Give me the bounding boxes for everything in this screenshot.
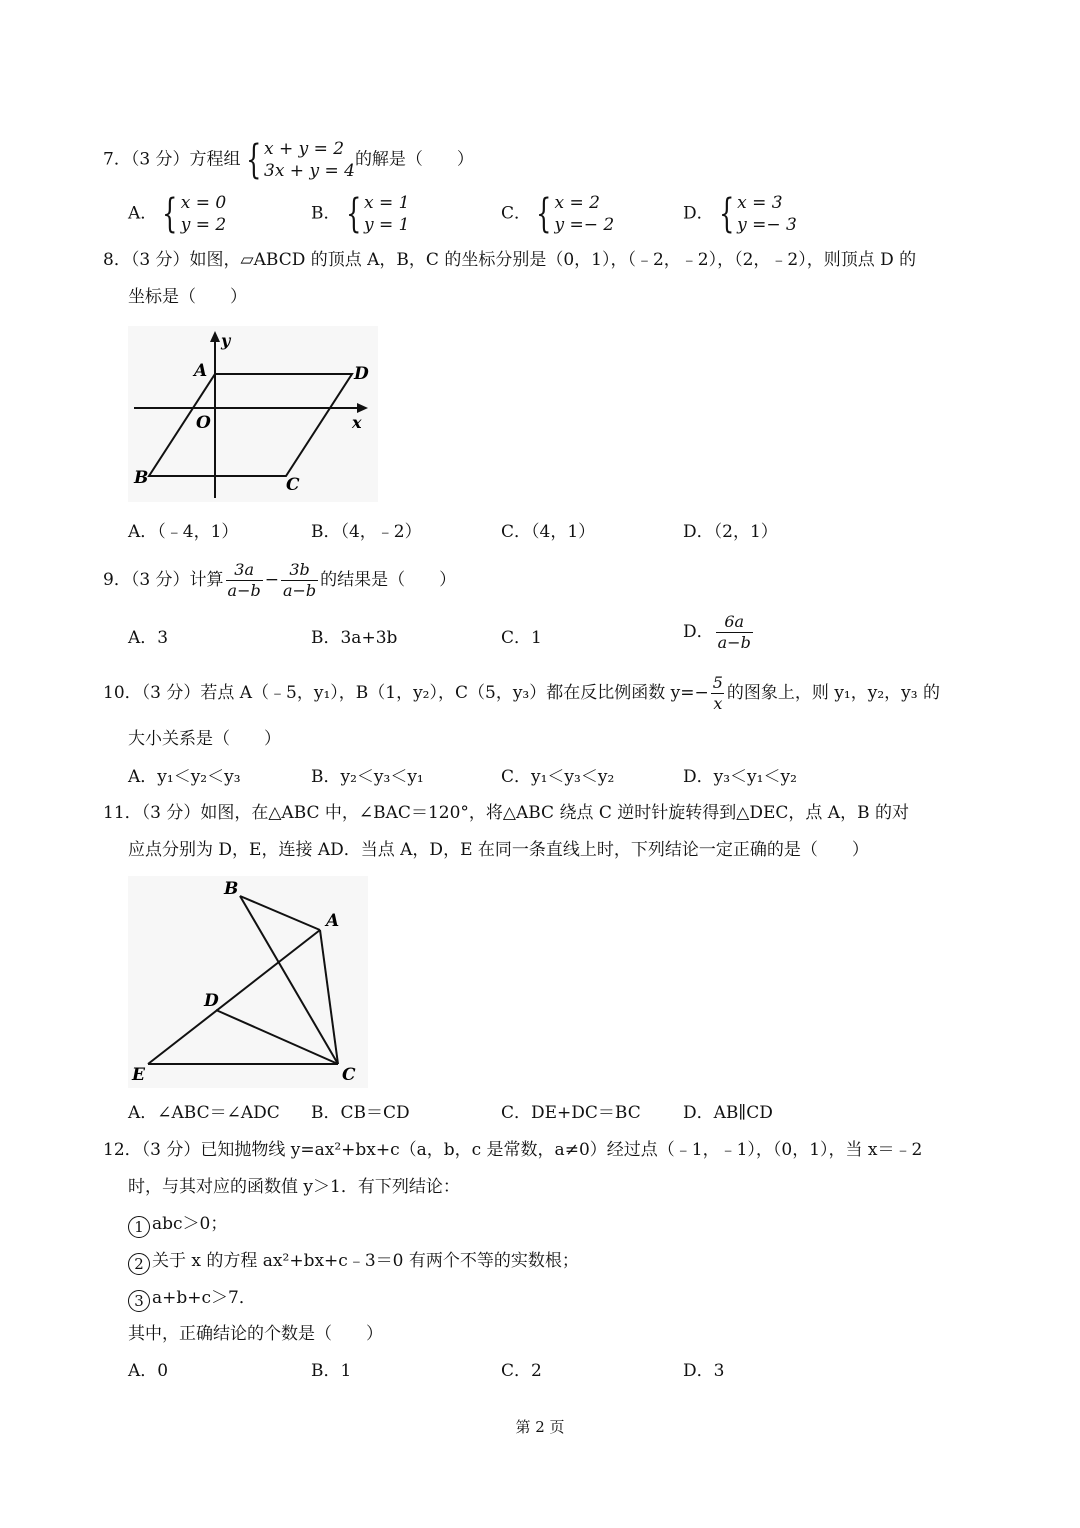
q10-option-d[interactable]: D．y₃＜y₁＜y₂ [683, 767, 797, 787]
q12-option-b[interactable]: B．1 [311, 1361, 352, 1381]
q8-stem-line1: 8．（3 分）如图，▱ABCD 的顶点 A，B，C 的坐标分别是（0，1），（﹣2，﹣2），（2，﹣2），则顶点 D 的 [103, 250, 917, 270]
q10-option-a[interactable]: A．y₁＜y₂＜y₃ [128, 767, 241, 787]
q11-stem-line1: 11．（3 分）如图，在△ABC 中，∠BAC＝120°，将△ABC 绕点 C 逆时针旋转得到△DEC，点 A，B 的对 [103, 803, 909, 823]
q11-label-C: C [342, 1065, 356, 1085]
q8-option-d[interactable]: D．（2，1） [683, 522, 778, 542]
q7-suffix: 的解是（ ） [354, 149, 474, 170]
q7-stem [103, 138, 474, 182]
q8-label-A: A [194, 361, 208, 381]
q9-option-c[interactable]: C．1 [501, 628, 542, 648]
q9-minus: − [264, 570, 279, 590]
q11-option-b[interactable]: B．CB＝CD [311, 1103, 410, 1123]
q8-option-a[interactable]: A．（﹣4，1） [128, 522, 239, 542]
q9-suffix: 的结果是（ ） [320, 570, 457, 590]
q10-option-c[interactable]: C．y₁＜y₃＜y₂ [501, 767, 615, 787]
q12-conclusion-1-number: 1 [128, 1216, 150, 1238]
q12-conclusion-3: 3 a+b+c＞7． [128, 1286, 256, 1312]
q7-system: { x + y = 2 3x + y = 4 [245, 137, 355, 183]
q9-option-d-fraction: $\frac{6a}{a-b}$ [717, 612, 751, 652]
q10-prefix: 10．（3 分）若点 A（﹣5，y₁），B（1，y₂），C（5，y₃）都在反比例函数 y=− [103, 683, 709, 703]
q8-stem-line2: 坐标是（ ） [128, 287, 247, 307]
q8-label-B: B [134, 468, 149, 488]
q9-option-b[interactable]: B．3a+3b [311, 628, 398, 648]
q8-label-y: y [221, 331, 231, 350]
q10-stem-line2: 大小关系是（ ） [128, 729, 281, 749]
q12-conclusion-1: 1 abc＞0； [128, 1212, 227, 1238]
q8-label-D: D [354, 364, 369, 384]
q11-label-B: B [224, 879, 239, 899]
q10-suffix: 的图象上，则 y₁，y₂，y₃ 的 [726, 683, 940, 703]
q10-stem-line1 [103, 673, 940, 714]
q11-option-c[interactable]: C．DE+DC＝BC [501, 1103, 641, 1123]
q11-option-d[interactable]: D．AB∥CD [683, 1103, 773, 1123]
q9-prefix: 9．（3 分）计算 [103, 570, 224, 590]
q11-stem-line2: 应点分别为 D，E，连接 AD．当点 A，D，E 在同一条直线上时，下列结论一定正确的是（ ） [128, 840, 869, 860]
q9-option-d[interactable]: D． $\frac{6a}{a-b}$ [683, 612, 751, 652]
q10-option-b[interactable]: B．y₂＜y₃＜y₁ [311, 767, 424, 787]
q10-fraction: $\frac{5}{x}$ [712, 673, 723, 713]
q8-label-x: x [352, 413, 362, 432]
q9-stem [103, 560, 456, 601]
q12-option-a[interactable]: A．0 [128, 1361, 169, 1381]
q9-option-a[interactable]: A．3 [128, 628, 169, 648]
q7-eq2: 3x + y = 4 [264, 161, 355, 181]
q12-conclusion-2-number: 2 [128, 1253, 150, 1275]
q9-fraction-1: $\frac{3a}{a-b}$ [227, 560, 261, 600]
q12-stem-line1: 12．（3 分）已知抛物线 y=ax²+bx+c（a，b，c 是常数，a≠0）经过点（﹣1，﹣1），（0，1），当 x＝﹣2 [103, 1140, 923, 1160]
q8-label-O: O [196, 413, 211, 433]
q12-option-d[interactable]: D．3 [683, 1361, 725, 1381]
q7-option-a[interactable]: A． { x = 0 y = 2 [128, 191, 227, 237]
q12-stem-line2: 时，与其对应的函数值 y＞1．有下列结论： [128, 1177, 460, 1197]
q8-parallelogram-figure [128, 326, 378, 502]
q12-stem-line3: 其中，正确结论的个数是（ ） [128, 1324, 383, 1344]
q7-option-b[interactable]: B． { x = 1 y = 1 [311, 191, 410, 237]
q8-option-b[interactable]: B．（4，﹣2） [311, 522, 422, 542]
q12-option-c[interactable]: C．2 [501, 1361, 542, 1381]
q12-conclusion-3-number: 3 [128, 1290, 150, 1312]
q7-option-d[interactable]: D． { x = 3 y =− 3 [683, 191, 797, 237]
q11-label-D: D [204, 991, 219, 1011]
q8-option-c[interactable]: C．（4，1） [501, 522, 596, 542]
q7-eq1: x + y = 2 [264, 139, 345, 159]
q11-option-a[interactable]: A．∠ABC＝∠ADC [128, 1103, 280, 1123]
page-number: 第 2 页 [515, 1418, 565, 1436]
q7-prefix: 7．（3 分）方程组 [103, 149, 241, 170]
q11-label-A: A [326, 911, 340, 931]
q7-option-c[interactable]: C． { x = 2 y =− 2 [501, 191, 615, 237]
q12-conclusion-2: 2 关于 x 的方程 ax²+bx+c﹣3＝0 有两个不等的实数根； [128, 1249, 579, 1275]
q8-label-C: C [286, 475, 300, 495]
q11-label-E: E [132, 1065, 145, 1085]
q11-triangle-figure [128, 876, 368, 1088]
q9-fraction-2: $\frac{3b}{a-b}$ [282, 560, 317, 600]
